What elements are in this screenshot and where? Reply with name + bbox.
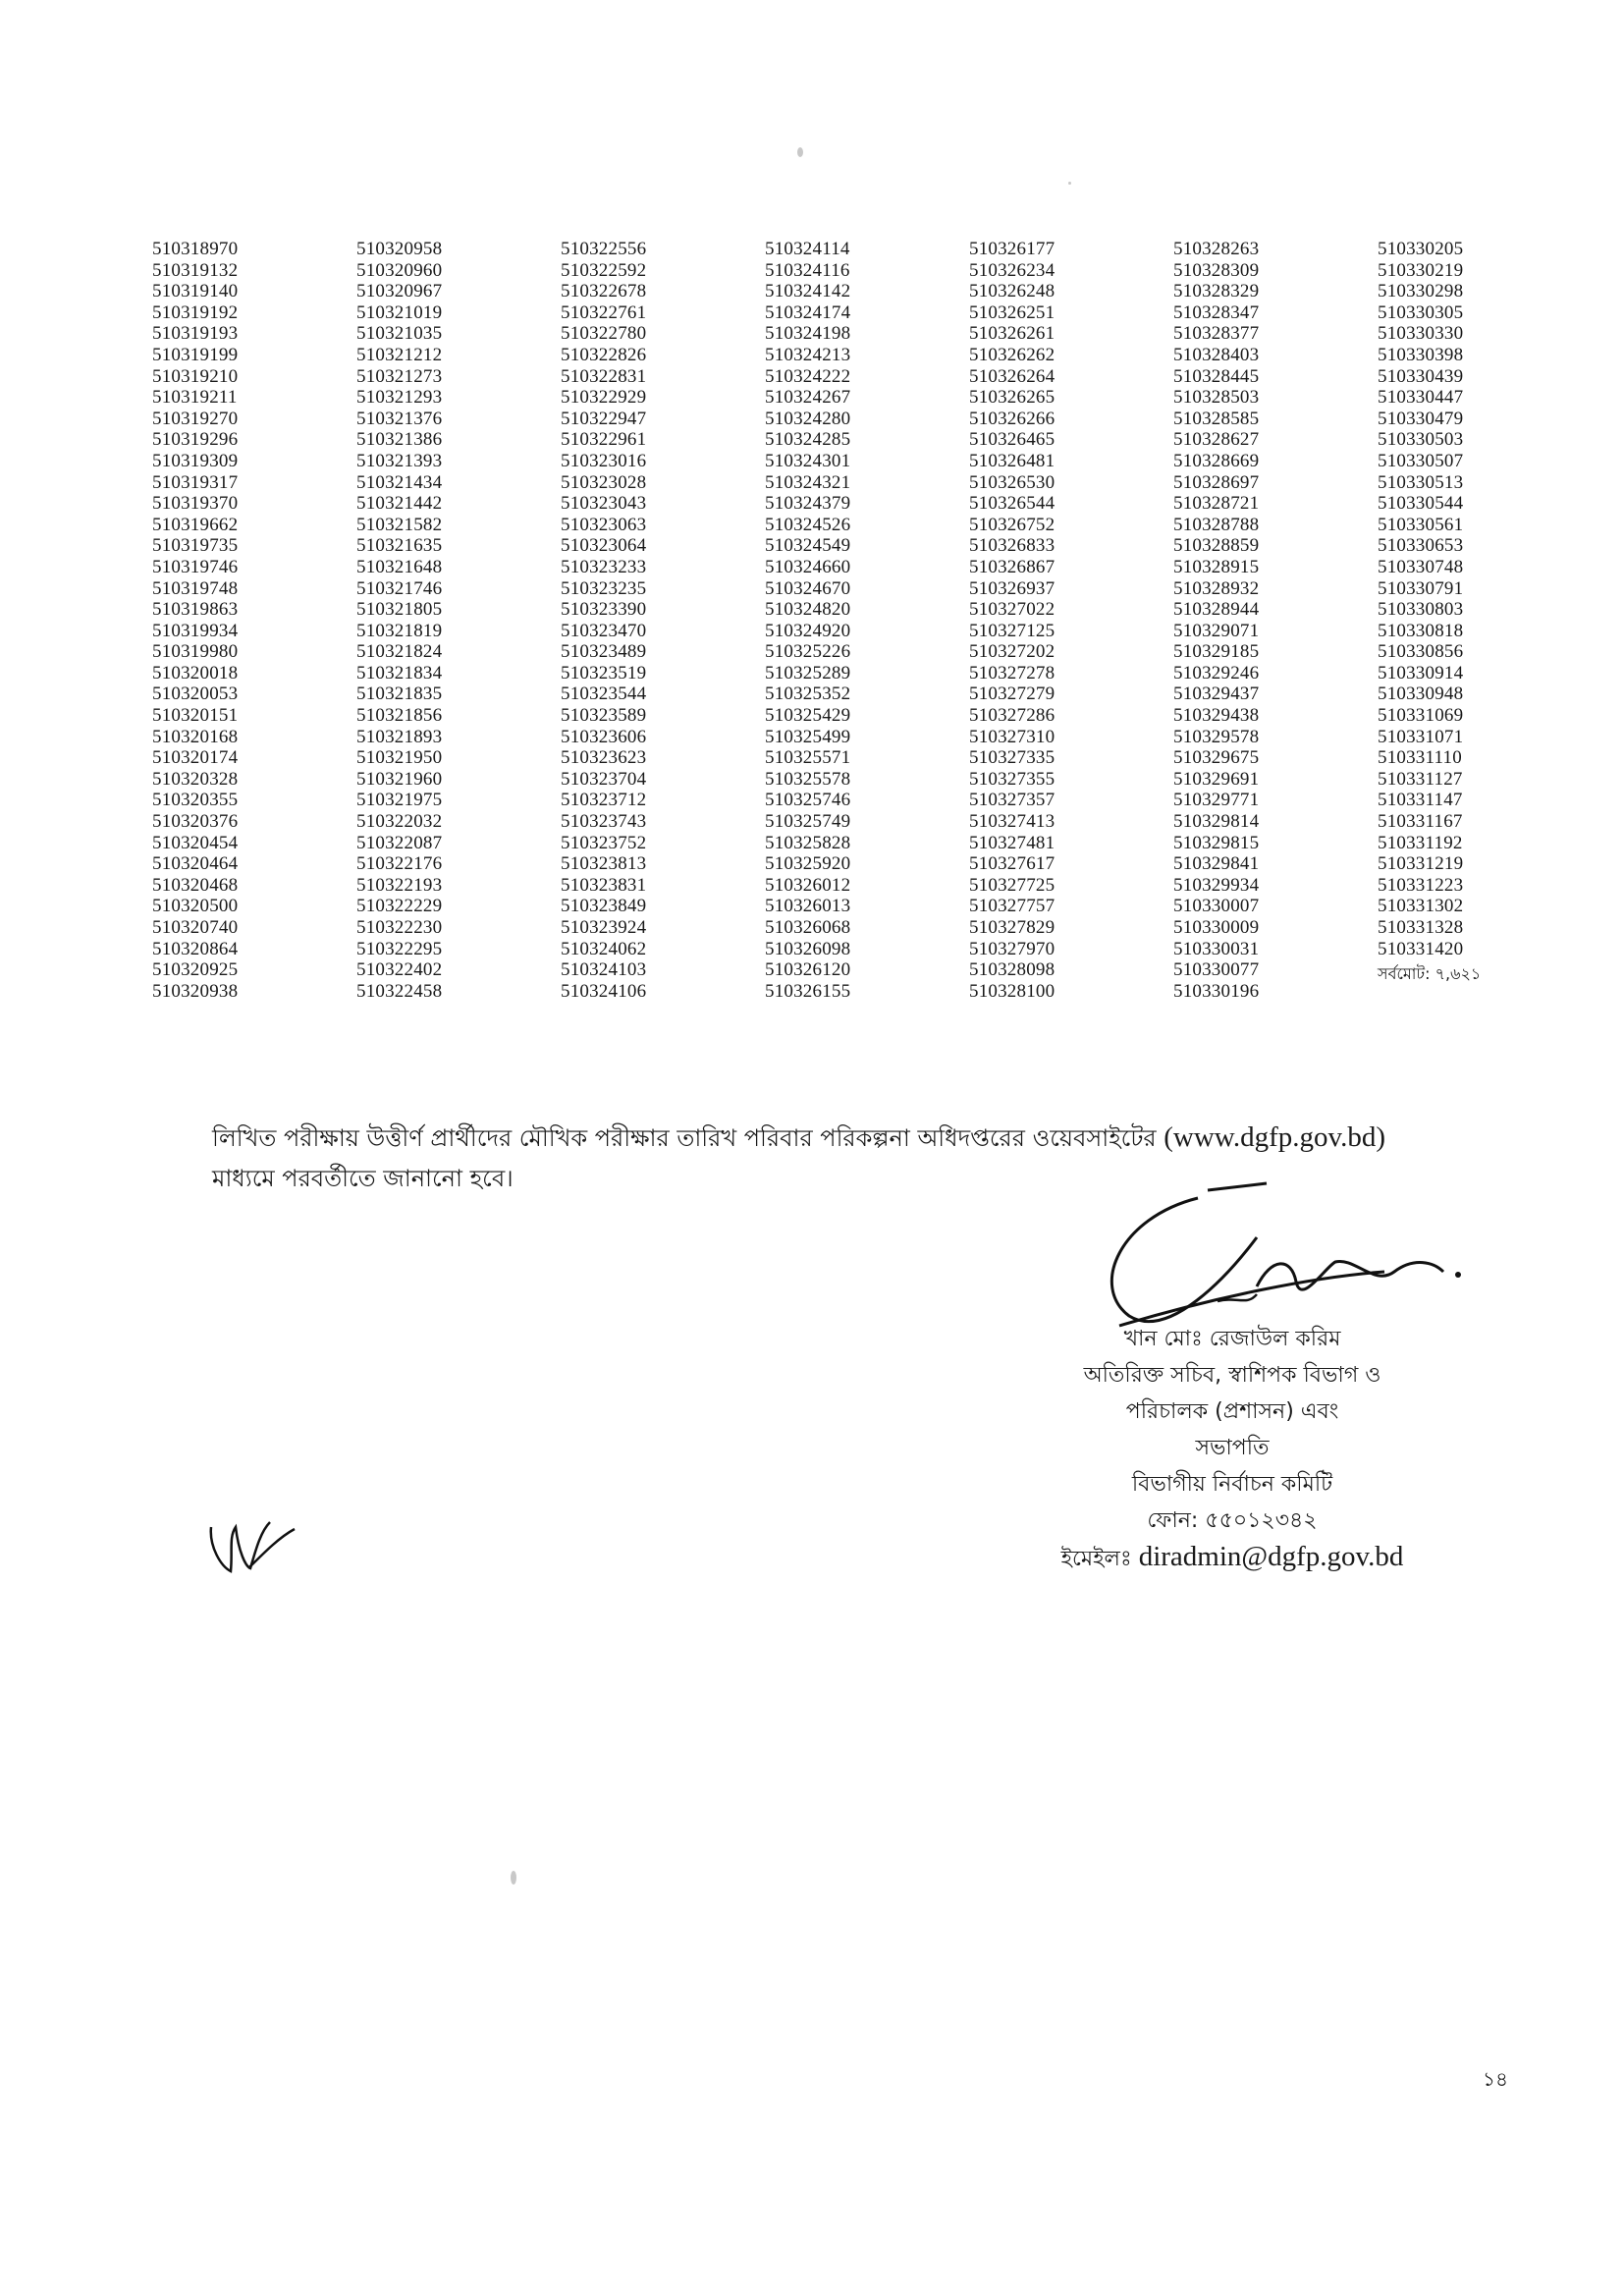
roll-number: 510322229 — [356, 896, 443, 917]
roll-number: 510321746 — [356, 577, 443, 599]
roll-number: 510326530 — [969, 471, 1056, 493]
roll-number: 510321819 — [356, 620, 443, 641]
roll-number: 510331328 — [1378, 917, 1464, 938]
roll-number: 510320960 — [356, 259, 443, 281]
roll-number: 510322402 — [356, 959, 443, 981]
email-label: ইমেইলঃ — [1060, 1547, 1132, 1571]
roll-number: 510328627 — [1173, 429, 1260, 451]
roll-number: 510328932 — [1173, 577, 1260, 599]
roll-number: 510329934 — [1173, 874, 1260, 896]
roll-number: 510331071 — [1378, 726, 1464, 747]
roll-number: 510319370 — [152, 493, 239, 515]
roll-number: 510323924 — [561, 917, 647, 938]
signatory-block — [1001, 1321, 1463, 1577]
roll-number: 510328403 — [1173, 344, 1260, 365]
roll-number: 510320864 — [152, 938, 239, 959]
signatory-role: সভাপতি — [1195, 1436, 1270, 1460]
roll-number: 510329578 — [1173, 726, 1260, 747]
roll-number: 510328347 — [1173, 301, 1260, 323]
roll-number: 510320500 — [152, 896, 239, 917]
roll-number: 510320168 — [152, 726, 239, 747]
roll-number: 510329437 — [1173, 683, 1260, 705]
roll-number: 510324213 — [765, 344, 851, 365]
roll-number: 510330196 — [1173, 980, 1260, 1002]
handwritten-initials — [201, 1507, 299, 1586]
roll-number: 510322831 — [561, 365, 647, 387]
roll-number: 510328503 — [1173, 387, 1260, 409]
roll-number: 510330439 — [1378, 365, 1464, 387]
roll-number: 510324062 — [561, 938, 647, 959]
roll-number: 510324116 — [765, 259, 850, 281]
roll-number: 510326155 — [765, 980, 851, 1002]
signatory-designation: পরিচালক (প্রশাসন) এবং — [1125, 1399, 1339, 1424]
roll-number: 510330205 — [1378, 239, 1464, 259]
roll-column — [152, 239, 356, 1002]
roll-number: 510319746 — [152, 556, 239, 577]
roll-number: 510330803 — [1378, 599, 1464, 621]
roll-number: 510330791 — [1378, 577, 1464, 599]
roll-number: 510328697 — [1173, 471, 1260, 493]
roll-number: 510331420 — [1378, 938, 1464, 959]
roll-number: 510330305 — [1378, 301, 1464, 323]
roll-number: 510319748 — [152, 577, 239, 599]
roll-number: 510326265 — [969, 387, 1056, 409]
roll-number: 510327725 — [969, 874, 1056, 896]
signatory-committee: বিভাগীয় নির্বাচন কমিটি — [1131, 1472, 1333, 1497]
roll-number: 510319270 — [152, 408, 239, 429]
roll-number: 510322592 — [561, 259, 647, 281]
roll-number: 510326262 — [969, 344, 1056, 365]
roll-number: 510329438 — [1173, 705, 1260, 727]
roll-number: 510321273 — [356, 365, 443, 387]
roll-number: 510326465 — [969, 429, 1056, 451]
roll-number: 510321582 — [356, 514, 443, 535]
roll-number: 510325352 — [765, 683, 851, 705]
roll-number: 510323016 — [561, 450, 647, 471]
roll-number: 510320938 — [152, 980, 239, 1002]
roll-number: 510324549 — [765, 535, 851, 557]
roll-number: 510321293 — [356, 387, 443, 409]
roll-number: 510324198 — [765, 323, 851, 345]
roll-number: 510328721 — [1173, 493, 1260, 515]
roll-column — [356, 239, 561, 1002]
roll-number: 510330818 — [1378, 620, 1464, 641]
roll-number: 510325749 — [765, 811, 851, 833]
roll-number: 510322193 — [356, 874, 443, 896]
handwritten-signature — [1060, 1178, 1473, 1336]
roll-number-table — [152, 239, 1546, 1002]
roll-number: 510320464 — [152, 853, 239, 875]
roll-number: 510324142 — [765, 281, 851, 302]
roll-number: 510320174 — [152, 747, 239, 769]
scan-speck — [511, 1871, 516, 1885]
roll-number: 510328098 — [969, 959, 1056, 981]
roll-number: 510327829 — [969, 917, 1056, 938]
roll-number: 510322929 — [561, 387, 647, 409]
roll-number: 510324114 — [765, 239, 850, 259]
roll-number: 510330856 — [1378, 641, 1464, 663]
roll-number: 510321648 — [356, 556, 443, 577]
roll-number: 510319199 — [152, 344, 239, 365]
roll-number: 510320151 — [152, 705, 239, 727]
roll-number: 510325920 — [765, 853, 851, 875]
roll-number: 510324285 — [765, 429, 851, 451]
roll-number: 510319309 — [152, 450, 239, 471]
roll-number: 510321019 — [356, 301, 443, 323]
roll-number: 510324670 — [765, 577, 851, 599]
roll-column — [1173, 239, 1378, 1002]
roll-number: 510319980 — [152, 641, 239, 663]
roll-number: 510324301 — [765, 450, 851, 471]
roll-number: 510331167 — [1378, 811, 1463, 833]
roll-number: 510319735 — [152, 535, 239, 557]
roll-number: 510321635 — [356, 535, 443, 557]
roll-number: 510322961 — [561, 429, 647, 451]
roll-number: 510330748 — [1378, 556, 1464, 577]
roll-number: 510326013 — [765, 896, 851, 917]
roll-number: 510327278 — [969, 662, 1056, 683]
roll-number: 510321376 — [356, 408, 443, 429]
roll-number: 510330544 — [1378, 493, 1464, 515]
roll-number: 510321386 — [356, 429, 443, 451]
roll-number: 510331110 — [1378, 747, 1462, 769]
roll-column — [561, 239, 765, 1002]
roll-number: 510326544 — [969, 493, 1056, 515]
roll-number: 510323233 — [561, 556, 647, 577]
roll-number: 510322761 — [561, 301, 647, 323]
roll-number: 510326012 — [765, 874, 851, 896]
roll-number: 510319934 — [152, 620, 239, 641]
roll-column — [765, 239, 969, 1002]
roll-number: 510329185 — [1173, 641, 1260, 663]
roll-number: 510322556 — [561, 239, 647, 259]
roll-number: 510326867 — [969, 556, 1056, 577]
roll-number: 510323489 — [561, 641, 647, 663]
roll-number: 510319317 — [152, 471, 239, 493]
roll-number: 510328859 — [1173, 535, 1260, 557]
roll-number: 510321893 — [356, 726, 443, 747]
roll-number: 510326752 — [969, 514, 1056, 535]
roll-number: 510328585 — [1173, 408, 1260, 429]
roll-number: 510319193 — [152, 323, 239, 345]
roll-number: 510327355 — [969, 768, 1056, 790]
email-address: diradmin@dgfp.gov.bd — [1138, 1541, 1404, 1572]
roll-number: 510324920 — [765, 620, 851, 641]
roll-number: 510324106 — [561, 980, 647, 1002]
roll-number: 510328309 — [1173, 259, 1260, 281]
roll-number: 510331147 — [1378, 790, 1463, 811]
roll-number: 510323704 — [561, 768, 647, 790]
roll-number: 510329071 — [1173, 620, 1260, 641]
roll-number: 510321835 — [356, 683, 443, 705]
roll-number: 510328100 — [969, 980, 1056, 1002]
roll-number: 510330077 — [1173, 959, 1260, 981]
roll-number: 510318970 — [152, 239, 239, 259]
roll-number: 510327617 — [969, 853, 1056, 875]
roll-number: 510323235 — [561, 577, 647, 599]
roll-number: 510326937 — [969, 577, 1056, 599]
roll-number: 510321834 — [356, 662, 443, 683]
roll-number: 510320925 — [152, 959, 239, 981]
roll-number: 510320376 — [152, 811, 239, 833]
roll-number: 510331127 — [1378, 768, 1463, 790]
roll-number: 510327202 — [969, 641, 1056, 663]
roll-number: 510327022 — [969, 599, 1056, 621]
roll-number: 510322678 — [561, 281, 647, 302]
roll-number: 510327310 — [969, 726, 1056, 747]
roll-number: 510319211 — [152, 387, 238, 409]
roll-number: 510329815 — [1173, 832, 1260, 853]
roll-number: 510323623 — [561, 747, 647, 769]
roll-number: 510328944 — [1173, 599, 1260, 621]
roll-number: 510325746 — [765, 790, 851, 811]
roll-number: 510330513 — [1378, 471, 1464, 493]
roll-number: 510328788 — [1173, 514, 1260, 535]
roll-number: 510331223 — [1378, 874, 1464, 896]
roll-number: 510322780 — [561, 323, 647, 345]
roll-number: 510324103 — [561, 959, 647, 981]
roll-column — [1378, 239, 1554, 1002]
roll-number: 510324174 — [765, 301, 851, 323]
roll-number: 510319210 — [152, 365, 239, 387]
roll-number: 510322295 — [356, 938, 443, 959]
roll-number: 510324660 — [765, 556, 851, 577]
roll-number: 510323831 — [561, 874, 647, 896]
roll-number: 510322458 — [356, 980, 443, 1002]
roll-number: 510327757 — [969, 896, 1056, 917]
roll-number: 510324280 — [765, 408, 851, 429]
roll-number: 510323064 — [561, 535, 647, 557]
roll-number: 510325571 — [765, 747, 851, 769]
roll-number: 510324820 — [765, 599, 851, 621]
roll-number: 510323063 — [561, 514, 647, 535]
roll-number: 510330561 — [1378, 514, 1464, 535]
roll-number: 510327481 — [969, 832, 1056, 853]
roll-number: 510320355 — [152, 790, 239, 811]
roll-number: 510320468 — [152, 874, 239, 896]
roll-number: 510331192 — [1378, 832, 1463, 853]
roll-number: 510328445 — [1173, 365, 1260, 387]
roll-number: 510326266 — [969, 408, 1056, 429]
roll-number: 510325429 — [765, 705, 851, 727]
roll-number: 510321856 — [356, 705, 443, 727]
roll-number: 510320018 — [152, 662, 239, 683]
roll-number: 510331219 — [1378, 853, 1464, 875]
roll-number: 510321035 — [356, 323, 443, 345]
roll-number: 510326068 — [765, 917, 851, 938]
roll-number: 510322947 — [561, 408, 647, 429]
roll-number: 510323470 — [561, 620, 647, 641]
notice-text: লিখিত পরীক্ষায় উত্তীর্ণ প্রার্থীদের মৌখিক পরীক্ষার তারিখ পরিবার পরিকল্পনা অধিদপ্তরের ওয়েবসাইটের — [212, 1124, 1164, 1152]
roll-number: 510319662 — [152, 514, 239, 535]
roll-number: 510321434 — [356, 471, 443, 493]
signatory-designation: অতিরিক্ত সচিব, স্বাশিপক বিভাগ ও — [1083, 1363, 1381, 1388]
roll-number: 510320053 — [152, 683, 239, 705]
roll-number: 510321824 — [356, 641, 443, 663]
roll-number: 510319140 — [152, 281, 239, 302]
roll-number: 510323519 — [561, 662, 647, 683]
scan-speck — [1068, 182, 1071, 185]
roll-number: 510320967 — [356, 281, 443, 302]
roll-number: 510326264 — [969, 365, 1056, 387]
roll-number: 510329246 — [1173, 662, 1260, 683]
roll-number: 510327335 — [969, 747, 1056, 769]
page-number: ১৪ — [1483, 2067, 1508, 2091]
roll-number: 510330298 — [1378, 281, 1464, 302]
roll-number: 510329841 — [1173, 853, 1260, 875]
roll-number: 510330219 — [1378, 259, 1464, 281]
roll-number: 510323743 — [561, 811, 647, 833]
roll-number: 510319296 — [152, 429, 239, 451]
roll-number: 510323712 — [561, 790, 647, 811]
roll-number: 510320454 — [152, 832, 239, 853]
roll-number: 510326261 — [969, 323, 1056, 345]
roll-number: 510326248 — [969, 281, 1056, 302]
roll-number: 510323028 — [561, 471, 647, 493]
signatory-phone: ফোন: ৫৫০১২৩৪২ — [1147, 1508, 1318, 1533]
roll-number: 510330479 — [1378, 408, 1464, 429]
roll-number: 510321950 — [356, 747, 443, 769]
notice-website-url: (www.dgfp.gov.bd) — [1164, 1121, 1386, 1153]
roll-number: 510321975 — [356, 790, 443, 811]
roll-number: 510323544 — [561, 683, 647, 705]
grand-total: সর্বমোট: ৭,৬২১ — [1378, 964, 1482, 984]
roll-number: 510325578 — [765, 768, 851, 790]
roll-number: 510324321 — [765, 471, 851, 493]
roll-number: 510326234 — [969, 259, 1056, 281]
roll-number: 510325828 — [765, 832, 851, 853]
roll-number: 510328669 — [1173, 450, 1260, 471]
roll-number: 510323390 — [561, 599, 647, 621]
roll-number: 510326120 — [765, 959, 851, 981]
roll-number: 510319863 — [152, 599, 239, 621]
roll-number: 510330948 — [1378, 683, 1464, 705]
roll-number: 510326177 — [969, 239, 1056, 259]
roll-column — [969, 239, 1173, 1002]
roll-number: 510327286 — [969, 705, 1056, 727]
roll-number: 510321212 — [356, 344, 443, 365]
roll-number: 510327357 — [969, 790, 1056, 811]
roll-number: 510322230 — [356, 917, 443, 938]
roll-number: 510320740 — [152, 917, 239, 938]
roll-number: 510326098 — [765, 938, 851, 959]
roll-number: 510330398 — [1378, 344, 1464, 365]
roll-number: 510320328 — [152, 768, 239, 790]
roll-number: 510321960 — [356, 768, 443, 790]
roll-number: 510330914 — [1378, 662, 1464, 683]
signatory-name: খান মোঃ রেজাউল করিম — [1123, 1327, 1341, 1351]
roll-number: 510325226 — [765, 641, 851, 663]
roll-number: 510329771 — [1173, 790, 1260, 811]
roll-number: 510330031 — [1173, 938, 1260, 959]
notice-text-continued: মাধ্যমে পরবর্তীতে জানানো হবে। — [212, 1165, 514, 1192]
scan-speck — [797, 147, 803, 157]
roll-number: 510320958 — [356, 239, 443, 259]
roll-number: 510330507 — [1378, 450, 1464, 471]
roll-number: 510322087 — [356, 832, 443, 853]
roll-number: 510323849 — [561, 896, 647, 917]
roll-number: 510321442 — [356, 493, 443, 515]
roll-number: 510322176 — [356, 853, 443, 875]
roll-number: 510330503 — [1378, 429, 1464, 451]
roll-number: 510328377 — [1173, 323, 1260, 345]
roll-number: 510329691 — [1173, 768, 1260, 790]
roll-number: 510330330 — [1378, 323, 1464, 345]
roll-number: 510327970 — [969, 938, 1056, 959]
roll-number: 510323752 — [561, 832, 647, 853]
roll-number: 510327413 — [969, 811, 1056, 833]
roll-number: 510330009 — [1173, 917, 1260, 938]
roll-number: 510324526 — [765, 514, 851, 535]
roll-number: 510323589 — [561, 705, 647, 727]
roll-number: 510327125 — [969, 620, 1056, 641]
roll-number: 510328263 — [1173, 239, 1260, 259]
roll-number: 510323813 — [561, 853, 647, 875]
roll-number: 510329675 — [1173, 747, 1260, 769]
roll-number: 510328329 — [1173, 281, 1260, 302]
roll-number: 510322032 — [356, 811, 443, 833]
roll-number: 510323043 — [561, 493, 647, 515]
roll-number: 510326481 — [969, 450, 1056, 471]
roll-number: 510331069 — [1378, 705, 1464, 727]
roll-number: 510323606 — [561, 726, 647, 747]
roll-number: 510330653 — [1378, 535, 1464, 557]
roll-number: 510330447 — [1378, 387, 1464, 409]
roll-number: 510325499 — [765, 726, 851, 747]
roll-number: 510326251 — [969, 301, 1056, 323]
roll-number: 510329814 — [1173, 811, 1260, 833]
roll-number: 510328915 — [1173, 556, 1260, 577]
roll-number: 510321393 — [356, 450, 443, 471]
roll-number: 510324379 — [765, 493, 851, 515]
roll-number: 510325289 — [765, 662, 851, 683]
roll-number: 510324267 — [765, 387, 851, 409]
roll-number: 510330007 — [1173, 896, 1260, 917]
roll-number: 510326833 — [969, 535, 1056, 557]
roll-number: 510322826 — [561, 344, 647, 365]
roll-number: 510321805 — [356, 599, 443, 621]
roll-number: 510319132 — [152, 259, 239, 281]
roll-number: 510319192 — [152, 301, 239, 323]
signatory-email — [1001, 1539, 1463, 1577]
roll-number: 510327279 — [969, 683, 1056, 705]
roll-number: 510331302 — [1378, 896, 1464, 917]
roll-number: 510324222 — [765, 365, 851, 387]
